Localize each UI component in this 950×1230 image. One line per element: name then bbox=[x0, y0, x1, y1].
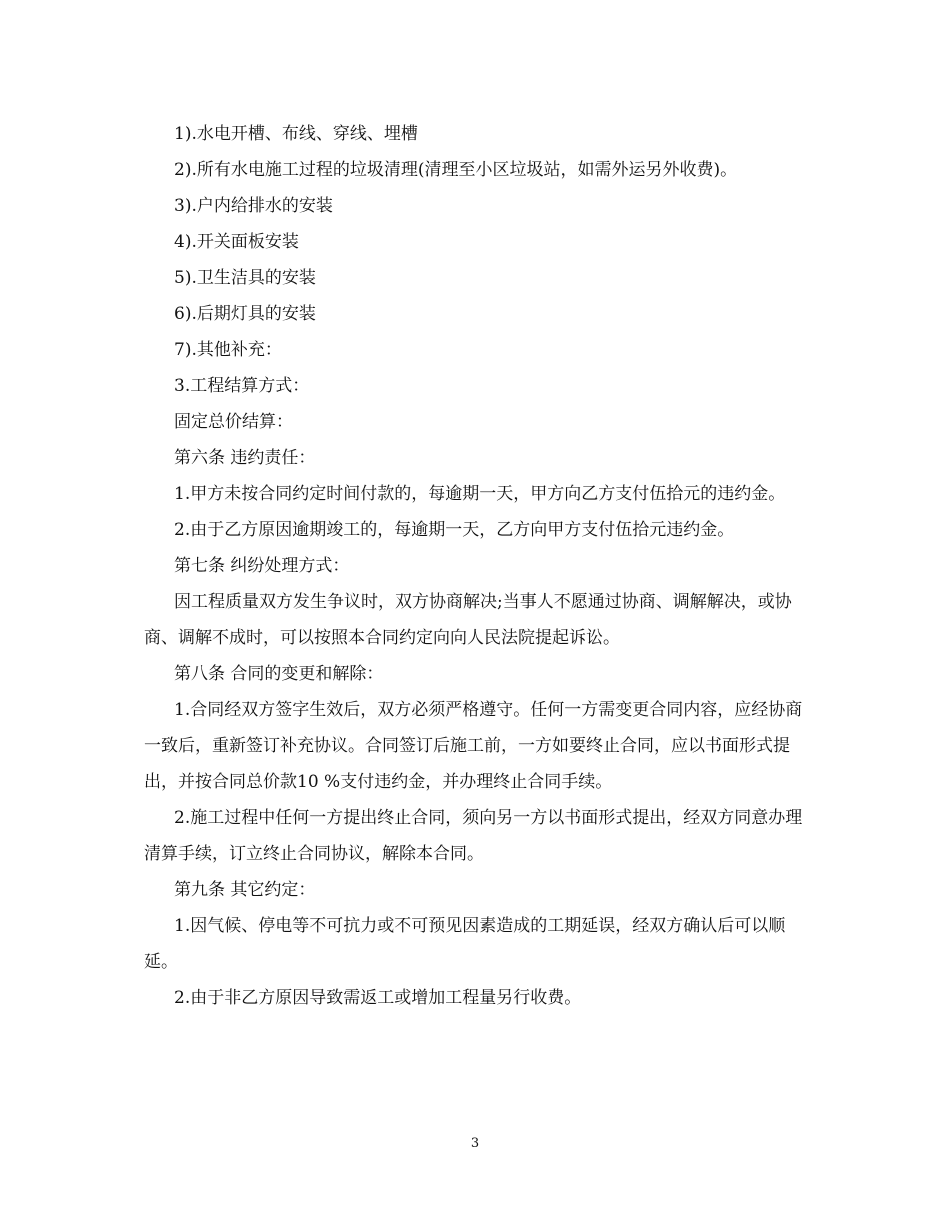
article-9-clause-2: 2.由于非乙方原因导致需返工或增加工程量另行收费。 bbox=[174, 988, 582, 1008]
paragraph-item-7: 7).其他补充： bbox=[174, 340, 282, 360]
article-9-heading: 第九条 其它约定： bbox=[174, 880, 316, 900]
article-6-clause-1: 1.甲方未按合同约定时间付款的，每逾期一天，甲方向乙方支付伍拾元的违约金。 bbox=[174, 484, 786, 504]
paragraph-item-1: 1).水电开槽、布线、穿线、埋槽 bbox=[174, 124, 418, 144]
page-body bbox=[144, 116, 808, 1016]
article-8-clause-1: 1.合同经双方签字生效后，双方必须严格遵守。任何一方需变更合同内容，应经协商一致后，重新签订补充协议。合同签订后施工前，一方如要终止合同，应以书面形式提出，并按合同总价款10 %支付违约金，并办理终止合同手续。 bbox=[144, 700, 803, 792]
article-8-clause-2: 2.施工过程中任何一方提出终止合同，须向另一方以书面形式提出，经双方同意办理清算手续，订立终止合同协议，解除本合同。 bbox=[144, 808, 803, 864]
paragraph-item-5: 5).卫生洁具的安装 bbox=[174, 268, 316, 288]
section-settlement-method: 3.工程结算方式： bbox=[174, 376, 310, 396]
article-8-heading: 第八条 合同的变更和解除： bbox=[174, 664, 384, 684]
article-7-heading: 第七条 纠纷处理方式： bbox=[174, 556, 350, 576]
article-9-clause-1: 1.因气候、停电等不可抗力或不可预见因素造成的工期延误，经双方确认后可以顺延。 bbox=[144, 916, 786, 972]
fixed-price-settlement: 固定总价结算： bbox=[174, 412, 293, 432]
paragraph-item-2: 2).所有水电施工过程的垃圾清理(清理至小区垃圾站，如需外运另外收费)。 bbox=[174, 160, 738, 180]
article-7-body: 因工程质量双方发生争议时，双方协商解决;当事人不愿通过协商、调解解决，或协商、调解不成时，可以按照本合同约定向向人民法院提起诉讼。 bbox=[144, 592, 792, 648]
paragraph-item-3: 3).户内给排水的安装 bbox=[174, 196, 333, 216]
paragraph-item-6: 6).后期灯具的安装 bbox=[174, 304, 316, 324]
article-6-clause-2: 2.由于乙方原因逾期竣工的，每逾期一天，乙方向甲方支付伍拾元违约金。 bbox=[174, 520, 735, 540]
paragraph-item-4: 4).开关面板安装 bbox=[174, 232, 299, 252]
article-6-heading: 第六条 违约责任： bbox=[174, 448, 316, 468]
page-number: 3 bbox=[470, 1136, 480, 1151]
